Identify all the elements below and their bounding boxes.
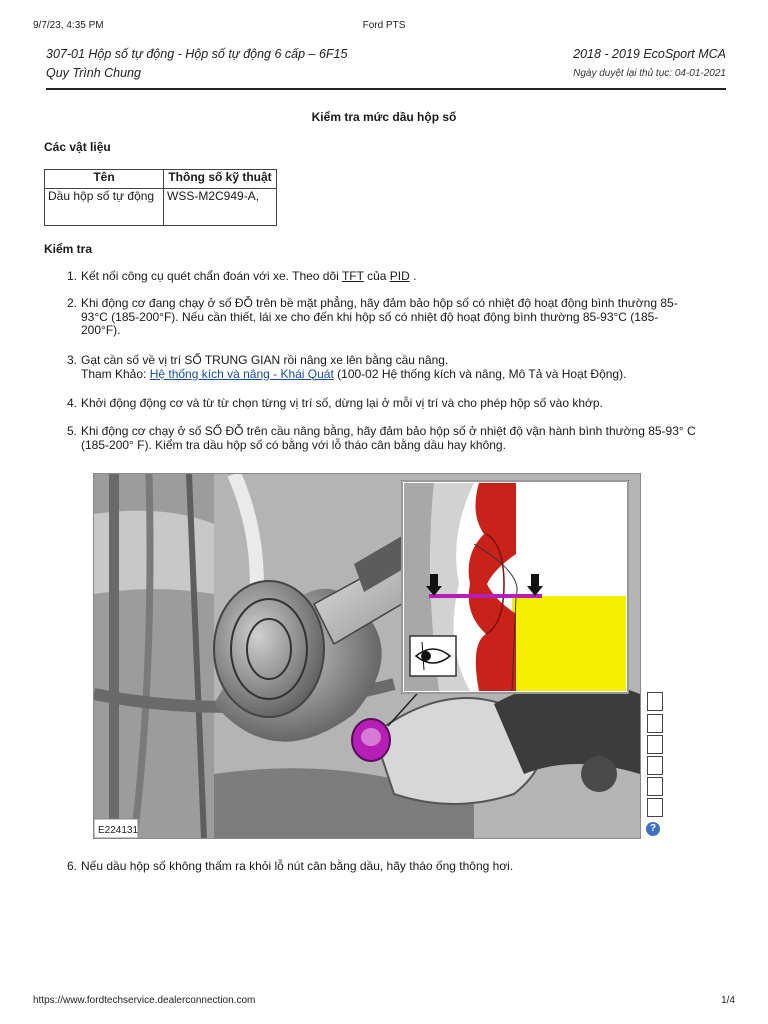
step-number: 4. [67, 396, 78, 410]
reference-label: Tham Khảo: [81, 366, 150, 381]
print-datetime: 9/7/23, 4:35 PM [33, 20, 104, 31]
header-divider [46, 88, 726, 90]
step-text: Khởi động động cơ và từ từ chọn từng vị trí số, dừng lại ở mỗi vị trí và cho phép hộp số vào khớp. [81, 396, 603, 410]
inspection-heading: Kiểm tra [44, 242, 93, 256]
column-header-name: Tên [45, 170, 164, 189]
footer-url: https://www.fordtechservice.dealerconnection.com [33, 995, 256, 1006]
materials-table [44, 169, 277, 226]
doc-model: 2018 - 2019 EcoSport MCA [573, 47, 726, 61]
step-6 [67, 860, 732, 874]
tft-term[interactable]: TFT [341, 269, 364, 283]
pid-term[interactable]: PID [389, 269, 410, 283]
step-text-line: 93°C (185-200°F). Nếu cần thiết, lái xe cho đến khi hộp số có nhiệt độ hoạt động bình thường 85-93°C (185- [81, 309, 659, 324]
figure-code: E224131 [98, 825, 139, 836]
step-1 [67, 270, 732, 284]
step-text-line: 200°F). [81, 323, 121, 337]
step-text-line: (185-200° F). Kiểm tra dầu hộp số có bằng với lỗ tháo cân bằng dầu hay không. [81, 437, 506, 452]
figure-side-box[interactable] [647, 777, 663, 796]
inset-detail [402, 481, 628, 693]
table-row [45, 189, 277, 226]
step-4 [67, 397, 732, 411]
print-site-title: Ford PTS [362, 20, 406, 31]
doc-subtitle: Quy Trình Chung [46, 66, 141, 80]
transmission-illustration [93, 473, 641, 839]
figure-side-box[interactable] [647, 798, 663, 817]
step-3 [67, 354, 732, 381]
reference-suffix: (100-02 Hệ thống kích và nâng, Mô Tả và Hoạt Động). [333, 366, 627, 381]
reference-link[interactable]: Hệ thống kích và nâng - Khái Quát [149, 366, 334, 381]
step-text: . [409, 269, 417, 283]
step-number: 3. [67, 353, 78, 367]
page-title: Kiểm tra mức dầu hộp số [311, 110, 457, 124]
step-number: 6. [67, 859, 78, 873]
step-5 [67, 425, 732, 452]
help-icon[interactable]: ? [646, 822, 660, 836]
step-number: 1. [67, 269, 78, 283]
step-text: Kết nối công cụ quét chẩn đoán với xe. Theo dõi [81, 269, 342, 283]
doc-title: 307-01 Hộp số tự động - Hộp số tự động 6 cấp – 6F15 [46, 47, 348, 61]
figure-side-box[interactable] [647, 692, 663, 711]
table-header-row [45, 170, 277, 189]
column-header-spec: Thông số kỹ thuật [164, 170, 277, 189]
figure-side-box[interactable] [647, 735, 663, 754]
figure-side-box[interactable] [647, 714, 663, 733]
step-number: 5. [67, 424, 78, 438]
illustration-drawing [94, 474, 640, 838]
step-text: của [363, 269, 390, 283]
step-text-line: Gạt cần số về vị trí SỐ TRUNG GIAN rồi nâng xe lên bằng cầu nâng. [81, 353, 449, 367]
step-text-line: Khi động cơ đang chạy ở số ĐỖ trên bề mặt phẳng, hãy đảm bảo hộp số có nhiệt độ hoạt động bình thường 85- [81, 296, 678, 310]
step-number: 2. [67, 296, 78, 310]
material-name-cell: Dầu hộp số tự động [45, 189, 164, 226]
step-2 [67, 297, 732, 338]
page-number: 1/4 [721, 995, 735, 1006]
step-text: Nếu dầu hộp số không thấm ra khỏi lỗ nút cân bằng dầu, hãy tháo ống thông hơi. [81, 859, 514, 873]
material-spec-cell: WSS-M2C949-A, [164, 189, 277, 226]
figure-side-box[interactable] [647, 756, 663, 775]
doc-approval-date: Ngày duyệt lại thủ tục: 04-01-2021 [573, 68, 726, 79]
step-text-line: Khi động cơ chạy ở số SỐ ĐỖ trên cầu nâng bằng, hãy đảm bảo hộp số ở nhiệt độ vận hành bình thường 85-93° C [81, 424, 696, 438]
materials-heading: Các vật liệu [44, 140, 111, 154]
